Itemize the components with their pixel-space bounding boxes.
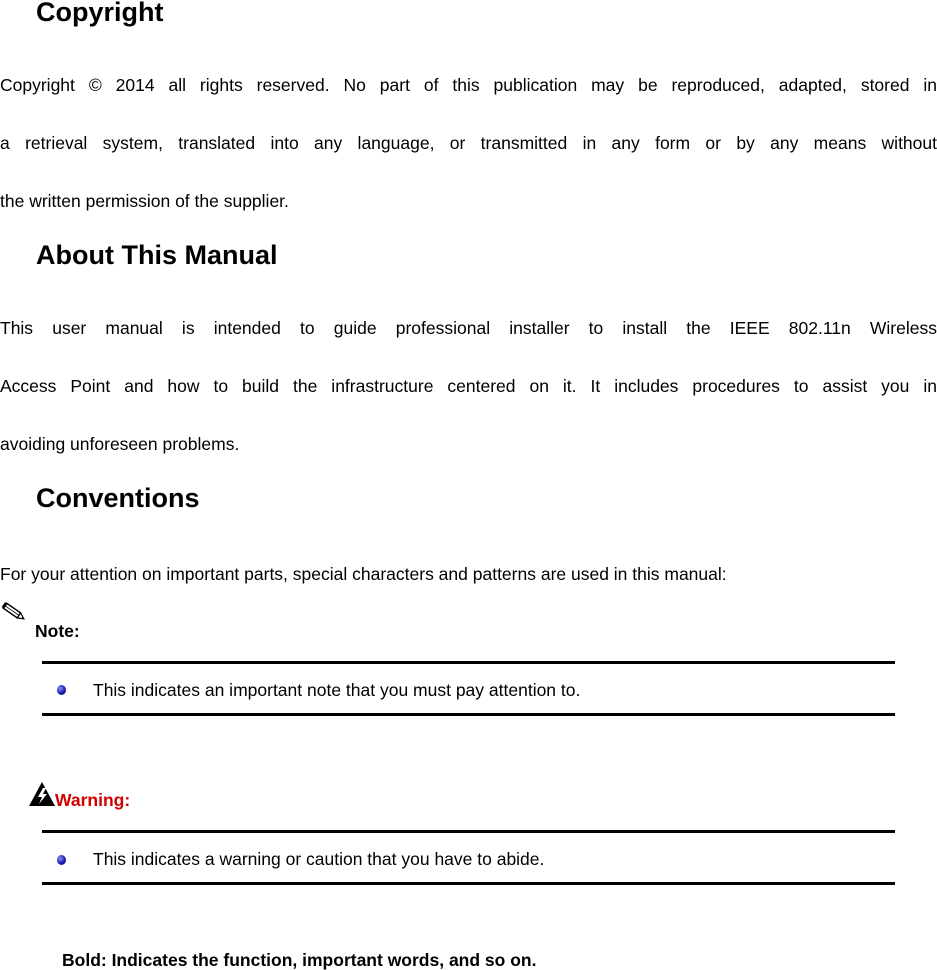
bold-convention-line: Bold: Indicates the function, important words, and so on. <box>62 950 537 970</box>
note-bullet <box>57 685 66 695</box>
about-paragraph <box>0 318 937 492</box>
about-heading: About This Manual <box>36 240 278 270</box>
about-line-3: avoiding unforeseen problems. <box>0 434 240 454</box>
conventions-heading: Conventions <box>36 483 200 513</box>
warning-label: Warning: <box>55 790 131 810</box>
warning-text: This indicates a warning or caution that you have to abide. <box>93 849 545 869</box>
warning-triangle-icon <box>28 780 56 808</box>
copyright-paragraph <box>0 75 937 249</box>
pencil-icon <box>1 600 27 624</box>
warning-bullet <box>57 855 66 865</box>
note-label: Note: <box>35 621 80 641</box>
copyright-heading: Copyright <box>36 0 164 27</box>
note-top-rule <box>42 661 895 664</box>
copyright-line-1: Copyright © 2014 all rights reserved. No part of this publication may be reproduced, adapted, stored in <box>0 75 937 95</box>
about-line-1: This user manual is intended to guide professional installer to install the IEEE 802.11n Wireless <box>0 318 937 338</box>
note-text: This indicates an important note that you must pay attention to. <box>93 680 581 700</box>
conventions-intro: For your attention on important parts, special characters and patterns are used in this manual: <box>0 564 727 584</box>
note-bottom-rule <box>42 713 895 716</box>
warning-bottom-rule <box>42 882 895 885</box>
copyright-line-3: the written permission of the supplier. <box>0 191 289 211</box>
warning-top-rule <box>42 830 895 833</box>
about-line-2: Access Point and how to build the infrastructure centered on it. It includes procedures to assist you in <box>0 376 937 396</box>
copyright-line-2: a retrieval system, translated into any language, or transmitted in any form or by any means without <box>0 133 937 153</box>
